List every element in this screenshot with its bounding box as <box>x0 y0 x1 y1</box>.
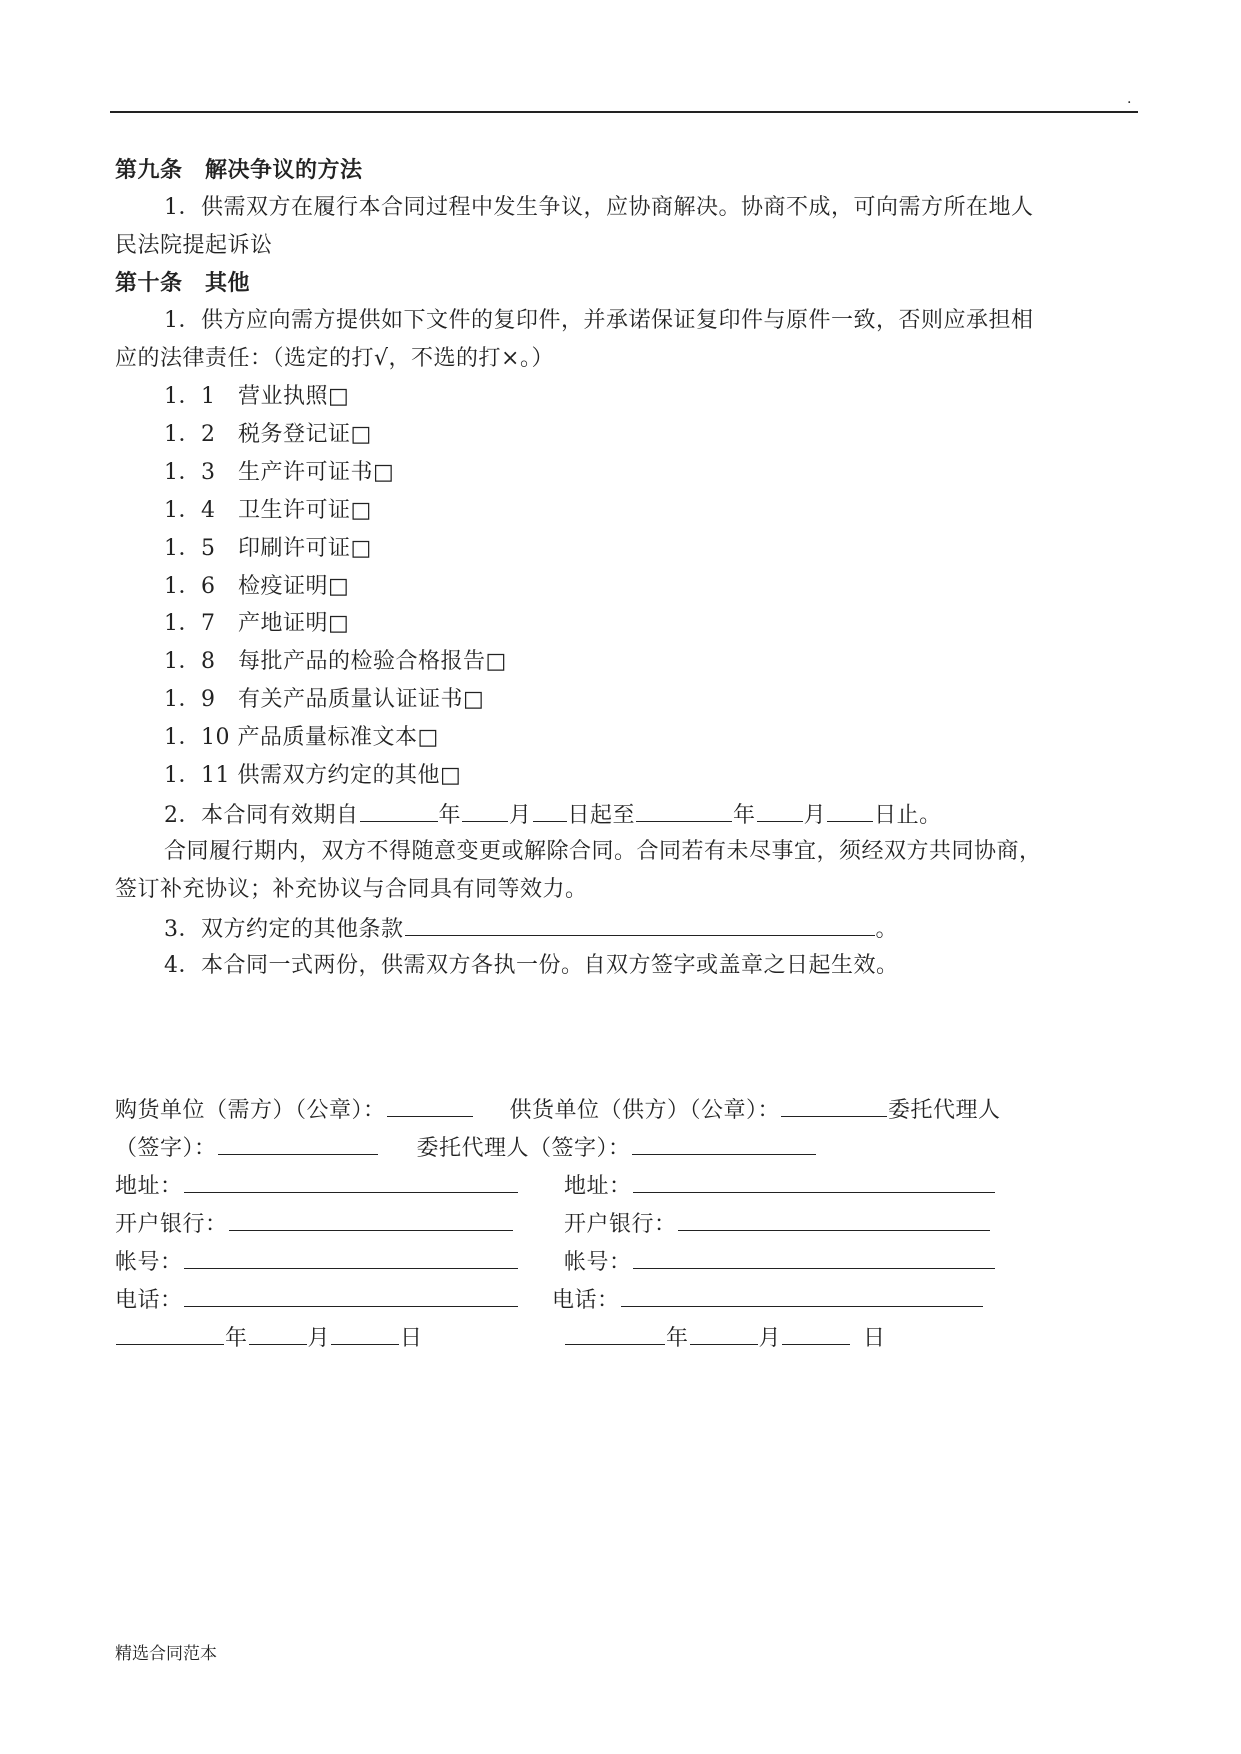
seller-bank-label: 开户银行： <box>564 1212 677 1237</box>
other-terms-blank[interactable] <box>405 913 875 936</box>
seller-date-day-text: 日 <box>863 1326 886 1351</box>
buyer-account-row <box>115 1246 519 1278</box>
seller-address-blank[interactable] <box>633 1170 995 1193</box>
article-10-paragraph-line-1: 1．供方应向需方提供如下文件的复印件，并承诺保证复印件与原件一致，否则应承担相 <box>164 308 1034 333</box>
document-item-8: 1．8 每批产品的检验合格报告□ <box>164 649 507 674</box>
buyer-address-label: 地址： <box>115 1174 183 1199</box>
end-month-blank[interactable] <box>757 799 803 822</box>
start-day-text: 日起至 <box>567 803 636 828</box>
copies-clause: 4．本合同一式两份，供需双方各执一份。自双方签字或盖章之日起生效。 <box>164 953 899 978</box>
end-day-text: 日止。 <box>874 803 942 828</box>
start-day-blank[interactable] <box>533 799 567 822</box>
document-item-11: 1．11 供需双方约定的其他□ <box>164 763 462 788</box>
buyer-date-day-text: 日 <box>400 1326 423 1351</box>
month-text: 月 <box>509 803 532 828</box>
buyer-sign-label: （签字）： <box>115 1136 217 1161</box>
header-rule <box>110 111 1138 113</box>
buyer-date-row <box>115 1322 423 1354</box>
signature-line-2 <box>115 1132 817 1164</box>
seller-account-label: 帐号： <box>564 1250 632 1275</box>
seller-date-year-text: 年 <box>666 1326 689 1351</box>
buyer-date-day-blank[interactable] <box>331 1322 399 1345</box>
article-10-paragraph-line-2: 应的法律责任：（选定的打√，不选的打×。） <box>115 346 554 371</box>
seller-bank-blank[interactable] <box>678 1208 990 1231</box>
buyer-date-year-blank[interactable] <box>116 1322 224 1345</box>
document-item-9: 1．9 有关产品质量认证证书□ <box>164 687 485 712</box>
seller-date-month-text: 月 <box>758 1326 782 1351</box>
buyer-date-month-blank[interactable] <box>249 1322 307 1345</box>
buyer-bank-blank[interactable] <box>229 1208 513 1231</box>
seller-seal-label: 供货单位（供方）（公章）： <box>509 1098 781 1123</box>
seller-account-blank[interactable] <box>633 1246 995 1269</box>
end-day-blank[interactable] <box>827 799 873 822</box>
end-year-blank[interactable] <box>636 799 732 822</box>
validity-label: 2．本合同有效期自 <box>164 803 359 828</box>
footer-text: 精选合同范本 <box>115 1644 217 1664</box>
validity-period-line <box>164 799 942 831</box>
buyer-phone-label: 电话： <box>115 1288 183 1313</box>
document-item-1: 1．1 营业执照□ <box>164 384 350 409</box>
document-item-6: 1．6 检疫证明□ <box>164 574 350 599</box>
other-terms-end: 。 <box>875 917 899 942</box>
buyer-account-label: 帐号： <box>115 1250 183 1275</box>
buyer-phone-blank[interactable] <box>184 1284 518 1307</box>
header-dot: . <box>1127 91 1132 107</box>
document-item-4: 1．4 卫生许可证□ <box>164 498 372 523</box>
seller-date-month-blank[interactable] <box>690 1322 758 1345</box>
article-9-paragraph-line-2: 民法院提起诉讼 <box>115 233 273 258</box>
seller-date-day-blank[interactable] <box>782 1322 850 1345</box>
seller-phone-row <box>552 1284 984 1316</box>
buyer-bank-row <box>115 1208 514 1240</box>
seller-account-row <box>564 1246 996 1278</box>
seller-phone-blank[interactable] <box>621 1284 983 1307</box>
year-text: 年 <box>438 803 462 828</box>
seller-address-row <box>564 1170 996 1202</box>
seller-date-row <box>564 1322 886 1354</box>
buyer-account-blank[interactable] <box>184 1246 518 1269</box>
buyer-date-month-text: 月 <box>307 1326 331 1351</box>
article-9-title: 第九条 解决争议的方法 <box>115 157 363 183</box>
other-terms-line <box>164 913 898 945</box>
document-item-7: 1．7 产地证明□ <box>164 611 350 636</box>
end-month-text: 月 <box>803 803 827 828</box>
document-item-5: 1．5 印刷许可证□ <box>164 536 372 561</box>
buyer-bank-label: 开户银行： <box>115 1212 228 1237</box>
buyer-seal-blank[interactable] <box>387 1094 473 1117</box>
buyer-seal-label: 购货单位（需方）（公章）： <box>115 1098 386 1123</box>
seller-bank-row <box>564 1208 991 1240</box>
article-10-title: 第十条 其他 <box>115 270 251 296</box>
performance-paragraph-line-1: 合同履行期内，双方不得随意变更或解除合同。合同若有未尽事宜，须经双方共同协商， <box>164 839 1042 864</box>
performance-paragraph-line-2: 签订补充协议；补充协议与合同具有同等效力。 <box>115 877 588 902</box>
start-year-blank[interactable] <box>360 799 438 822</box>
end-year-text: 年 <box>733 803 756 828</box>
article-9-paragraph-line-1: 1．供需双方在履行本合同过程中发生争议，应协商解决。协商不成，可向需方所在地人 <box>164 195 1034 220</box>
seller-phone-label: 电话： <box>552 1288 620 1313</box>
buyer-date-year-text: 年 <box>225 1326 248 1351</box>
buyer-phone-row <box>115 1284 519 1316</box>
document-item-2: 1．2 税务登记证□ <box>164 422 372 447</box>
other-terms-label: 3．双方约定的其他条款 <box>164 917 404 942</box>
seller-date-year-blank[interactable] <box>565 1322 665 1345</box>
buyer-sign-blank[interactable] <box>218 1132 378 1155</box>
document-item-3: 1．3 生产许可证书□ <box>164 460 395 485</box>
signature-line-1 <box>115 1094 1001 1126</box>
document-item-10: 1．10 产品质量标准文本□ <box>164 725 439 750</box>
seller-agent-label: 委托代理人 <box>888 1098 1001 1123</box>
buyer-address-blank[interactable] <box>184 1170 518 1193</box>
start-month-blank[interactable] <box>462 799 508 822</box>
seller-agent-sign-label: 委托代理人（签字）： <box>416 1136 631 1161</box>
seller-seal-blank[interactable] <box>781 1094 887 1117</box>
seller-agent-sign-blank[interactable] <box>632 1132 816 1155</box>
seller-address-label: 地址： <box>564 1174 632 1199</box>
buyer-address-row <box>115 1170 519 1202</box>
